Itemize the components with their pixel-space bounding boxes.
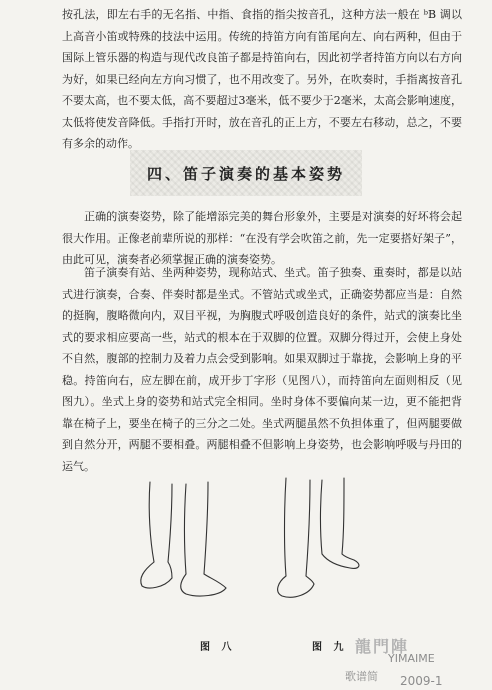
fig8-right-leg xyxy=(185,484,187,574)
fig9-right-leg xyxy=(321,480,323,554)
watermark-gepu: 歌谱简 xyxy=(345,670,378,683)
fig9-left-leg xyxy=(285,478,287,576)
watermark-date: 2009-1 xyxy=(400,674,443,688)
fig9-right-leg-inner xyxy=(342,478,344,554)
paragraph-finger-technique: 按孔法，即左右手的无名指、中指、食指的指尖按音孔，这种方法一般在 ᵇB 调以上高音小笛或特殊的技法中运用。传统的持笛方向有笛尾向左、向右两种，但由于国际上管乐器的构造与现代改良笛子都是持笛向右，因此初学者持笛方向以右方向为好，如果已经向左方向习惯了，也不用改变了。另外，在吹奏时，手指离按音孔不要太高，也不要太低，高不要超过3毫米，低不要少于2毫米，太高会影响速度，太低将使发音降低。手指打开时，放在音孔的正上方，不要左右移动，总之，不要有多余的动作。 xyxy=(62,8,462,150)
fig9-right-foot xyxy=(322,554,359,568)
caption-figure-eight: 图 八 xyxy=(200,642,236,653)
watermark-longmenzhen: 龍門陣 xyxy=(355,637,410,656)
paragraph-posture-details: 笛子演奏有站、坐两种姿势，现称站式、坐式。笛子独奏、重奏时，都是以站式进行演奏，合奏、伴奏时都是坐式。不管站式或坐式，正确姿势都应当是：自然的挺胸，腹略微向内，双目平视，为胸腹式呼吸创造良好的条件，站式的演奏比坐式的要求相应要高一些，站式的根本在于双脚的位置。双脚分得过开，会使上身处不自然，腹部的控制力及着力点会受到影响。如果双脚过于靠拢，会影响上身的平稳。持笛向右，应左脚在前，成开步丁字形（见图八），而持笛向左面则相反（见图九）。坐式上身的姿势和站式完全相同。坐时身体不要偏向某一边，更不能把背靠在椅子上，要坐在椅子的三分之二处。坐式两腿虽然不负担体重了，但两腿要做到自然分开，两腿不要相叠。两腿相叠不但影响上身姿势，也会影响呼吸与丹田的运气。 xyxy=(62,266,462,473)
watermark-yimaime: YIMAIME xyxy=(388,652,435,665)
fig8-right-foot xyxy=(181,574,226,596)
fig8-left-foot xyxy=(141,562,172,588)
fig9-left-foot xyxy=(278,576,314,597)
paragraph-posture-intro: 正确的演奏姿势，除了能增添完美的舞台形象外，主要是对演奏的好坏将会起很大作用。正像老前辈所说的那样：“在没有学会吹笛之前，先一定要搭好架子”，由此可见，演奏者必须掌握正确的演奏姿势。 xyxy=(62,210,462,266)
fig9-left-leg-inner xyxy=(306,480,310,576)
fig8-left-leg xyxy=(149,482,154,562)
figure-nine-feet-illustration xyxy=(258,470,378,630)
caption-figure-nine: 图 九 xyxy=(312,642,348,653)
fig8-left-leg-inner xyxy=(168,484,172,562)
fig8-right-leg-inner xyxy=(204,482,208,574)
section-heading: 四、笛子演奏的基本姿势 xyxy=(146,165,345,183)
figure-eight-feet-illustration xyxy=(120,470,240,630)
